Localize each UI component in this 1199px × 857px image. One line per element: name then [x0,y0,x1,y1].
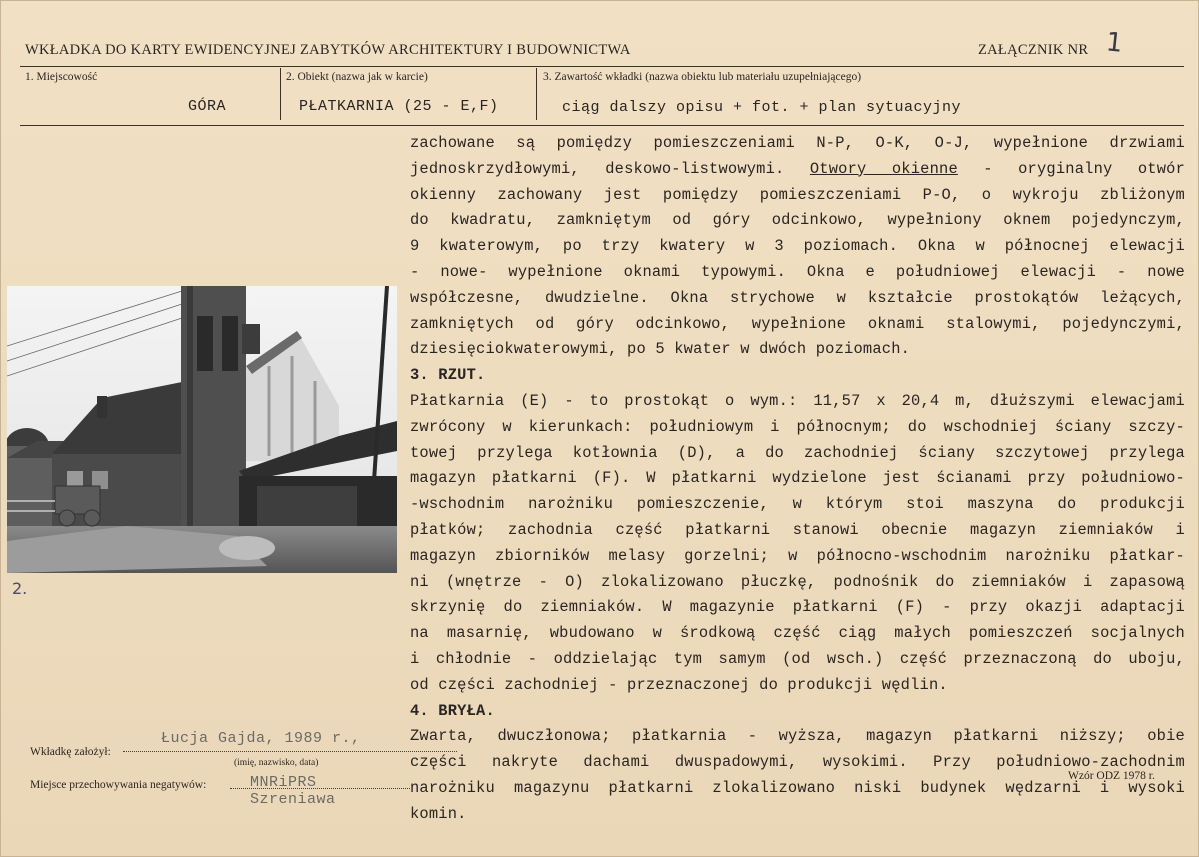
annex-label: ZAŁĄCZNIK NR [978,42,1089,58]
field-separator [280,68,281,120]
form-label: Wzór ODZ 1978 r. [1068,770,1155,782]
text-line: płatków; zachodnia część płatkarni stanowi obecnie magazyn ziemniaków i [410,520,1185,539]
header-rule-bottom [20,125,1184,126]
object-value: PŁATKARNIA (25 - E,F) [299,98,499,115]
text-line: skrzynię do ziemniaków. W magazynie płatkarni (F) - przy okazji adaptacji [410,598,1185,617]
header-rule-top [20,66,1184,67]
text-line: i chłodnie - oddzielając tym samym (od wsch.) część przeznaczoną do uboju, [410,649,1185,668]
negatives-value-2: Szreniawa [250,791,336,808]
text-fragment: - oryginalny otwór [983,159,1186,178]
text-line [410,157,1185,183]
photo-number: 2. [12,579,28,598]
text-line: na masarnię, wbudowano w środkową część ciąg małych pomieszczeń socjalnych [410,624,1185,643]
text-line: ni (wnętrze - O) zlokalizowano płuczkę, podnośnik do ziemniaków i zapasową [410,572,1185,591]
text-line: magazyn płatkarni (F). W płatkarni wydzielone jest ścianami przy południowo- [410,469,1185,488]
text-line: narożniku magazynu płatkarni zlokalizowano niski budynek wędzarni i wysoki [410,778,1185,797]
author-label: Wkładkę założył: [30,746,111,758]
content-value: ciąg dalszy opisu + fot. + plan sytuacyjny [562,99,962,116]
author-line [123,751,457,752]
negatives-line [230,788,410,789]
text-line: współczesne, dwudzielne. Okna strychowe w kształcie prostokątów leżących, [410,288,1185,307]
text-line: - nowe- wypełnione oknami typowymi. Okna e południowej elewacji - nowe [410,262,1185,281]
negatives-label: Miejsce przechowywania negatywów: [30,779,207,791]
text-line: do kwadratu, zamkniętym od góry odcinkowo, wypełniony oknem pojedynczym, [410,211,1185,230]
annex-number: 1 [1104,27,1125,59]
text-fragment: jednoskrzydłowymi, deskowo-listwowymi. [410,159,785,178]
content-label: 3. Zawartość wkładki (nazwa obiektu lub materiału uzupełniającego) [543,71,862,83]
text-line: -wschodnim narożniku pomieszczenie, w którym stoi maszyna do produkcji [410,495,1185,514]
text-line: zamkniętych od góry odcinkowo, wypełnione oknami stalowymi, pojedynczymi, [410,314,1185,333]
author-hint: (imię, nazwisko, data) [234,758,319,768]
text-line: magazyn zbiorników melasy gorzelni; w północno-wschodnim narożniku płatkar- [410,546,1185,565]
underlined-heading: Otwory okienne [809,159,958,178]
text-line: zachowane są pomiędzy pomieszczeniami N-P, O-K, O-J, wypełnione drzwiami [410,134,1185,152]
text-line: 9 kwaterowym, po trzy kwatery w 3 poziomach. Okna w północnej elewacji [410,237,1185,256]
section-heading: 3. RZUT. [410,366,486,385]
object-label: 2. Obiekt (nazwa jak w karcie) [286,71,428,83]
text-line: zwrócony w kierunkach: południowym i północnym; do wschodniej ściany szczy- [410,417,1185,436]
building-photo [7,286,397,573]
text-line: Zwarta, dwuczłonowa; płatkarnia - wyższa, magazyn płatkarni niższy; obie [410,727,1185,746]
negatives-value-1: MNRiPRS [250,774,317,791]
text-line: od części zachodniej - przeznaczonej do produkcji wędlin. [410,675,948,694]
section-heading: 4. BRYŁA. [410,701,495,720]
text-line: Płatkarnia (E) - to prostokąt o wym.: 11,57 x 20,4 m, dłuższymi elewacjami [410,391,1185,410]
text-line: okienny zachowany jest pomiędzy pomieszczeniami P-O, o wykroju zbliżonym [410,185,1185,204]
text-line: towej przylega kotłownia (D), a do zachodniej ściany szczytowej przylega [410,443,1185,462]
place-value: GÓRA [188,98,227,115]
text-line: dziesięciokwaterowymi, po 5 kwater w dwóch poziomach. [410,340,911,359]
description-text [410,131,1185,828]
place-label: 1. Miejscowość [25,71,98,83]
photo-image [7,286,397,573]
text-line: komin. [410,804,467,823]
author-value: Łucja Gajda, 1989 r., [161,730,361,747]
field-separator [536,68,537,120]
card-title: WKŁADKA DO KARTY EWIDENCYJNEJ ZABYTKÓW ARCHITEKTURY I BUDOWNICTWA [25,42,631,58]
text-line: części nakryte dachami dwuspadowymi, wysokimi. Przy południowo-zachodnim [410,753,1185,772]
